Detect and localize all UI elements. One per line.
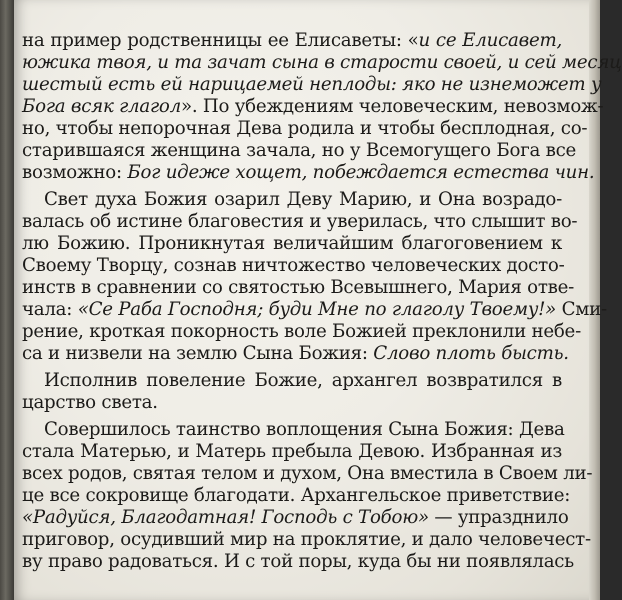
text-line: [22, 74, 602, 96]
text-run: ». По убеждениям человеческим, невозмож-: [180, 96, 604, 117]
text-line: [22, 551, 574, 573]
text-line: [22, 529, 591, 551]
italic-quote: Бог идеже хощет, побеждается естества чин.: [127, 162, 595, 183]
text-run: рение, кроткая покорность воле Божией преклонили небе-: [22, 321, 581, 342]
text-line: [22, 52, 622, 74]
text-run: чала:: [22, 299, 78, 320]
text-line: [22, 507, 569, 529]
text-run: ву право радоваться. И с той поры, куда бы ни появлялась: [22, 551, 574, 572]
text-line: [22, 140, 577, 162]
text-run: стала Матерью, и Матерь пребыла Девою. Избранная из: [22, 441, 562, 462]
text-line: [22, 277, 575, 299]
text-line: [22, 392, 562, 414]
text-run: це все сокровище благодати. Архангельское приветствие:: [22, 485, 571, 506]
text-run: возможно:: [22, 162, 128, 183]
body-text: [22, 30, 622, 573]
text-run: Своему Творцу, сознав ничтожество человеческих досто-: [22, 255, 565, 276]
text-line: [22, 370, 562, 392]
text-run: валась об истине благовестия и уверилась, что слышит во-: [22, 211, 578, 232]
text-line: [22, 189, 562, 211]
text-run: инств в сравнении со святостью Всевышнего, Мария отве-: [22, 277, 575, 298]
text-line: [22, 299, 607, 321]
text-run: приговор, осудивший мир на проклятие, и дало человечест-: [22, 529, 591, 550]
book-spine-shadow: [0, 0, 14, 600]
text-run: — упразднило: [428, 507, 569, 528]
text-line: [22, 343, 569, 365]
text-run: Исполнив повеление Божие, архангел возвратился в: [44, 370, 562, 391]
text-line: [22, 463, 593, 485]
text-line: [22, 485, 571, 507]
text-line: [22, 211, 578, 233]
paragraph: [22, 30, 622, 184]
italic-quote: «Радуйся, Благодатная! Господь с Тобою»: [22, 507, 429, 528]
paragraph: [22, 189, 607, 365]
text-line: [22, 441, 562, 463]
text-run: са и низвели на землю Сына Божия:: [22, 343, 374, 364]
text-run: Свет духа Божия озарил Деву Марию, и Она возрадо-: [44, 189, 562, 210]
text-line: [22, 30, 562, 52]
italic-quote: и се Елисавет,: [418, 30, 562, 51]
text-run: царство света.: [22, 392, 158, 413]
text-run: на пример родственницы ее Елисаветы: «: [22, 30, 419, 51]
text-line: [22, 118, 588, 140]
text-run: Сми-: [556, 299, 607, 320]
text-line: [22, 321, 581, 343]
text-line: [22, 419, 565, 441]
text-run: лю Божию. Проникнутая величайшим благоговением к: [22, 233, 562, 254]
text-line: [22, 96, 604, 118]
text-line: [22, 233, 562, 255]
paragraph: [22, 419, 593, 573]
text-run: но, чтобы непорочная Дева родила и чтобы бесплодная, со-: [22, 118, 588, 139]
italic-quote: «Се Раба Господня; буди Мне по глаголу Твоему!»: [77, 299, 557, 320]
text-line: [22, 255, 565, 277]
italic-quote: Слово плоть бысть.: [373, 343, 569, 364]
italic-quote: южика твоя, и та зачат сына в старости своей, и сей месяц: [22, 52, 622, 73]
italic-quote: шестый есть ей нарицаемей неплоды: яко не изнеможет у: [22, 74, 602, 95]
text-run: Совершилось таинство воплощения Сына Божия: Дева: [44, 419, 565, 440]
text-run: всех родов, святая телом и духом, Она вместила в Своем ли-: [22, 463, 593, 484]
text-run: старившаяся женщина зачала, но у Всемогущего Бога все: [22, 140, 577, 161]
text-line: [22, 162, 595, 184]
paragraph: [22, 370, 562, 414]
italic-quote: Бога всяк глагол: [22, 96, 181, 117]
